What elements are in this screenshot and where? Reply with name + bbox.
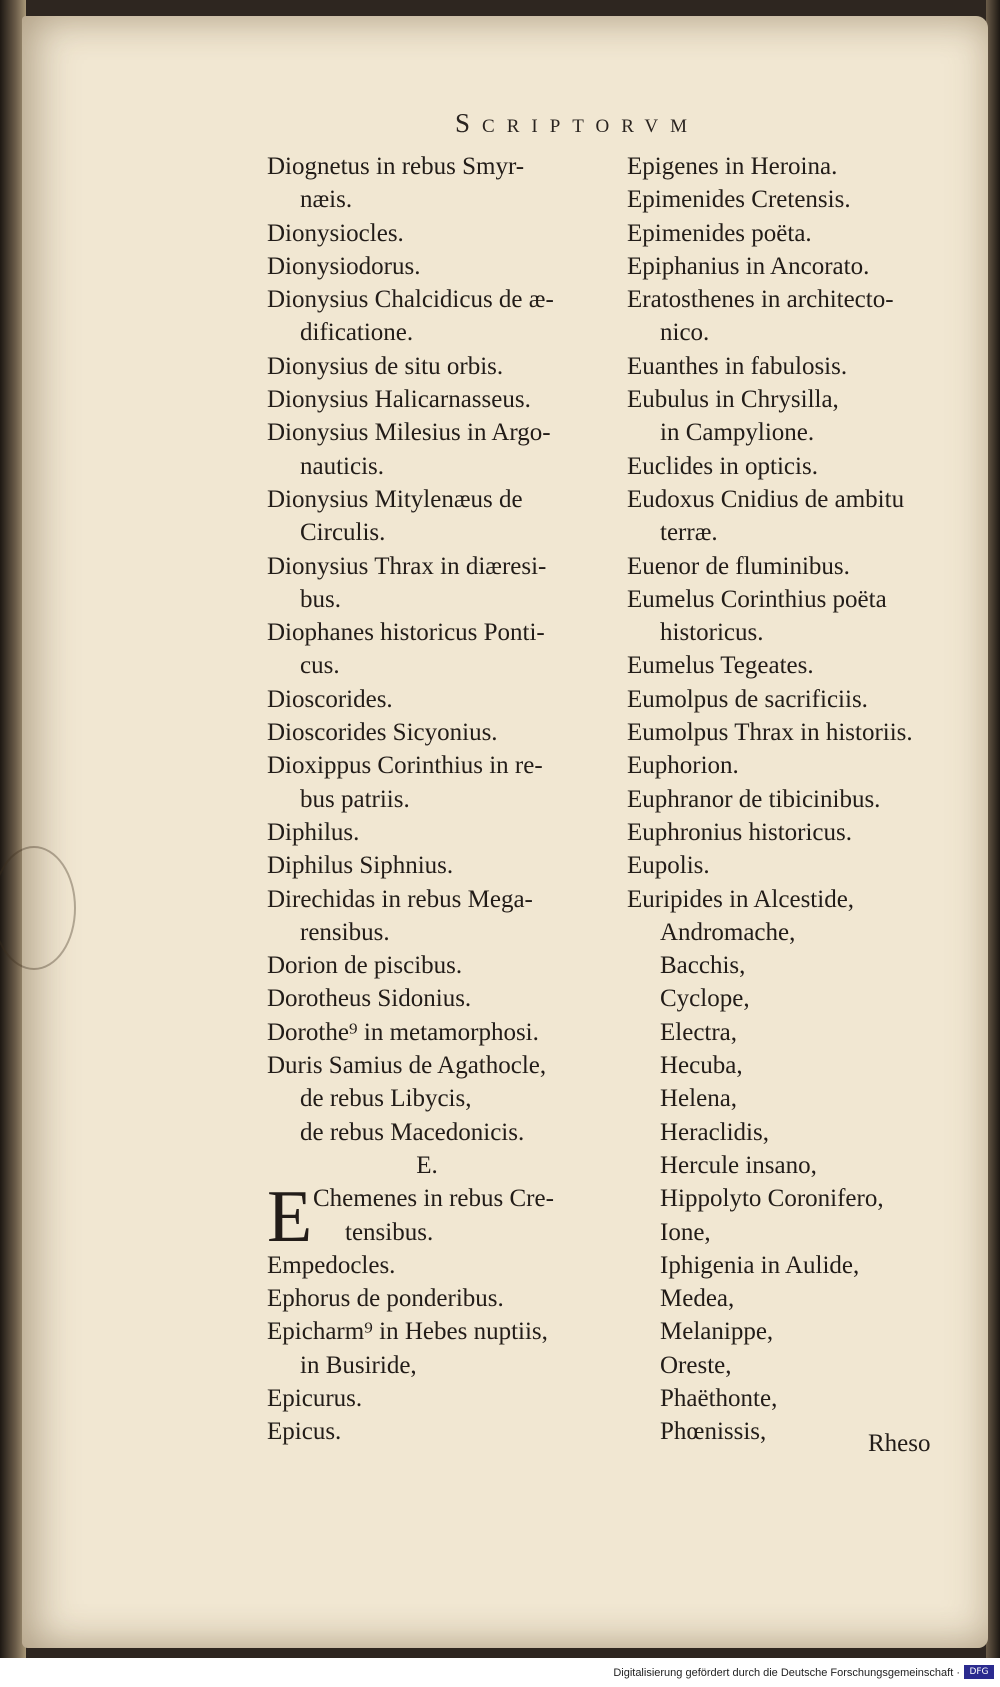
index-entry: Diphilus Siphnius. xyxy=(267,852,454,880)
section-letter: E. xyxy=(416,1151,438,1179)
index-entry: Dioscorides Sicyonius. xyxy=(267,719,498,747)
index-entry-continuation: Electra, xyxy=(660,1018,738,1046)
footer-credit: Digitalisierung gefördert durch die Deutsche Forschungsgemeinschaft · xyxy=(613,1667,960,1679)
index-entry: Eupolis. xyxy=(627,852,710,880)
index-entry: Dionysius Mitylenæus de xyxy=(267,485,523,513)
index-entry-continuation: Cyclope, xyxy=(660,985,750,1013)
page-fold-shadow xyxy=(0,846,76,970)
index-entry: Empedocles. xyxy=(267,1251,396,1279)
index-entry: Diphilus. xyxy=(267,818,360,846)
index-entry-continuation: tensibus. xyxy=(345,1218,434,1246)
index-entry: Eumolpus de sacrificiis. xyxy=(627,685,868,713)
index-entry-continuation: Helena, xyxy=(660,1085,738,1113)
index-entry: Euphranor de tibicinibus. xyxy=(627,785,881,813)
index-entry-continuation: Phœnissis, xyxy=(660,1418,767,1446)
index-entry-continuation: Melanippe, xyxy=(660,1318,774,1346)
index-entry: Dioscorides. xyxy=(267,685,393,713)
index-entry: Dionysius de situ orbis. xyxy=(267,352,504,380)
index-entry-continuation: cus. xyxy=(300,652,340,680)
index-entry-continuation: Ione, xyxy=(660,1218,711,1246)
index-entry-continuation: Heraclidis, xyxy=(660,1118,769,1146)
index-entry: Epimenides poëta. xyxy=(627,219,812,247)
index-entry: Epiphanius in Ancorato. xyxy=(627,252,870,280)
index-entry: Eumolpus Thrax in historiis. xyxy=(627,719,913,747)
index-entry: Duris Samius de Agathocle, xyxy=(267,1052,547,1080)
index-entry: Dionysius Milesius in Argo- xyxy=(267,419,551,447)
index-entry-continuation: dificatione. xyxy=(300,319,414,347)
index-entry-continuation: nico. xyxy=(660,319,710,347)
index-entry: Euphorion. xyxy=(627,752,739,780)
index-entry: Diognetus in rebus Smyr- xyxy=(267,153,525,180)
index-entry: Dionysius Halicarnasseus. xyxy=(267,386,531,414)
index-entry-continuation: nauticis. xyxy=(300,452,385,480)
index-entry-continuation: rensibus. xyxy=(300,918,390,946)
index-entry: Direchidas in rebus Mega- xyxy=(267,885,533,913)
dfg-logo: DFG xyxy=(964,1665,994,1679)
index-entry: Eumelus Tegeates. xyxy=(627,652,814,680)
index-entry-continuation: næis. xyxy=(300,186,353,214)
drop-initial-entry xyxy=(267,1176,597,1259)
index-entry-continuation: bus. xyxy=(300,585,341,613)
index-entry: Eudoxus Cnidius de ambitu xyxy=(627,485,905,513)
index-entry-continuation: bus patriis. xyxy=(300,785,410,813)
index-entry: Eubulus in Chrysilla, xyxy=(627,386,839,414)
index-entry: Eumelus Corinthius poëta xyxy=(627,585,887,613)
index-entry: Euphronius historicus. xyxy=(627,818,852,846)
index-entry: Epicharm⁹ in Hebes nuptiis, xyxy=(267,1318,548,1346)
index-entry-continuation: Medea, xyxy=(660,1285,735,1313)
index-entry: Epicus. xyxy=(267,1418,342,1446)
index-entry: Euanthes in fabulosis. xyxy=(627,352,848,380)
running-head: Scriptorvm xyxy=(455,108,700,138)
index-entry: Epicurus. xyxy=(267,1384,363,1412)
index-entry-continuation: Phaëthonte, xyxy=(660,1384,778,1412)
index-entry-continuation: terræ. xyxy=(660,519,718,547)
catchword: Rheso xyxy=(868,1430,931,1457)
index-entry: Dorion de piscibus. xyxy=(267,952,463,980)
index-entry: Epimenides Cretensis. xyxy=(627,186,851,214)
drop-initial: E xyxy=(267,1176,313,1259)
index-entry: Euclides in opticis. xyxy=(627,452,818,480)
index-entry-continuation: de rebus Macedonicis. xyxy=(300,1118,525,1146)
index-entry: Epigenes in Heroina. xyxy=(627,153,838,180)
index-entry-continuation: Hippolyto Coronifero, xyxy=(660,1185,884,1213)
index-entry: Dionysius Chalcidicus de æ- xyxy=(267,286,554,314)
index-entry-continuation: Iphigenia in Aulide, xyxy=(660,1251,860,1279)
index-entry: Euenor de fluminibus. xyxy=(627,552,850,580)
index-entry-continuation: Hercule insano, xyxy=(660,1151,817,1179)
index-entry: Dorothe⁹ in metamorphosi. xyxy=(267,1018,539,1046)
index-entry: Dioxippus Corinthius in re- xyxy=(267,752,543,780)
index-entry: Dorotheus Sidonius. xyxy=(267,985,472,1013)
index-entry: Chemenes in rebus Cre- xyxy=(313,1185,554,1213)
digitization-footer xyxy=(0,1658,1000,1687)
index-entry-continuation: Andromache, xyxy=(660,918,796,946)
index-entry-continuation: Circulis. xyxy=(300,519,386,547)
index-entry: Diophanes historicus Ponti- xyxy=(267,619,545,647)
index-entry: Dionysiocles. xyxy=(267,219,404,247)
left-column xyxy=(267,150,597,1449)
index-entry: Dionysius Thrax in diæresi- xyxy=(267,552,547,580)
book-binding-right xyxy=(986,0,1000,1658)
right-column xyxy=(627,150,957,1449)
index-entry-continuation: Bacchis, xyxy=(660,952,746,980)
index-entry-continuation: Hecuba, xyxy=(660,1052,743,1080)
index-entry-continuation: de rebus Libycis, xyxy=(300,1085,472,1113)
index-entry-continuation: in Campylione. xyxy=(660,419,815,447)
index-entry: Eratosthenes in architecto- xyxy=(627,286,894,314)
index-entry-continuation: in Busiride, xyxy=(300,1351,417,1379)
index-entry-continuation: historicus. xyxy=(660,619,764,647)
index-entry: Euripides in Alcestide, xyxy=(627,885,855,913)
index-entry: Dionysiodorus. xyxy=(267,252,421,280)
index-entry-continuation: Oreste, xyxy=(660,1351,732,1379)
index-entry: Ephorus de ponderibus. xyxy=(267,1285,504,1313)
